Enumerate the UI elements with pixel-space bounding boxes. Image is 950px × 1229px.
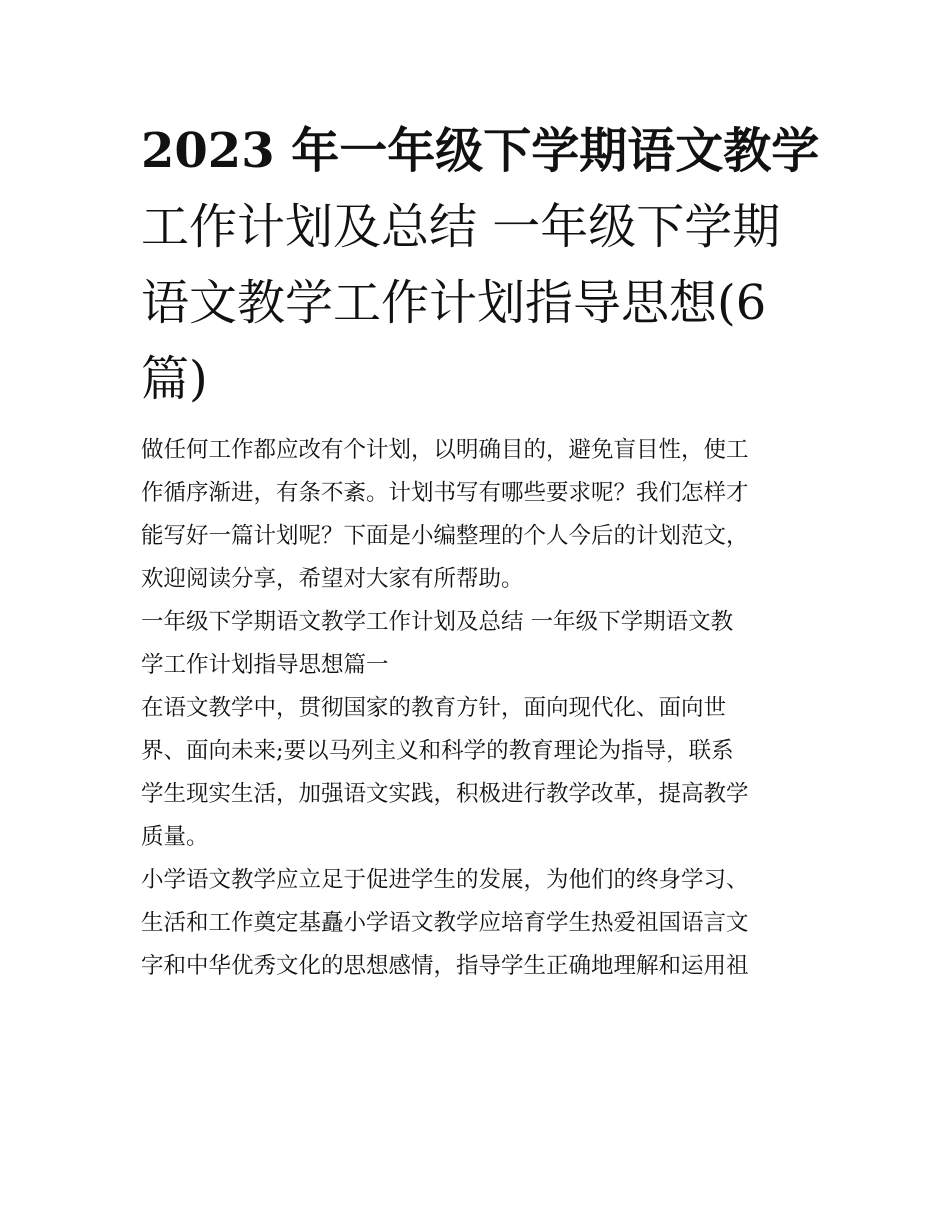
intro-paragraph bbox=[141, 429, 811, 601]
body-paragraph bbox=[141, 859, 811, 988]
paragraph-line: 在语文教学中，贯彻国家的教育方针，面向现代化、面向世 bbox=[141, 695, 727, 721]
document-title bbox=[141, 113, 820, 417]
section-heading bbox=[141, 601, 811, 687]
title-line: 语文教学工作计划指导思想(6 bbox=[141, 275, 767, 331]
document-page bbox=[141, 113, 820, 988]
paragraph-line: 小学语文教学应立足于促进学生的发展，为他们的终身学习、 bbox=[141, 867, 749, 893]
paragraph-line: 质量。 bbox=[141, 824, 209, 850]
section-heading-line: 一年级下学期语文教学工作计划及总结 一年级下学期语文教 bbox=[141, 609, 734, 635]
document-body bbox=[141, 429, 811, 988]
title-line: 工作计划及总结 一年级下学期 bbox=[141, 199, 781, 255]
paragraph-line: 作循序渐进，有条不紊。计划书写有哪些要求呢？我们怎样才 bbox=[141, 480, 749, 506]
section-heading-line: 学工作计划指导思想篇一 bbox=[141, 652, 389, 678]
paragraph-line: 生活和工作奠定基矗小学语文教学应培育学生热爱祖国语言文 bbox=[141, 910, 749, 936]
paragraph-line: 字和中华优秀文化的思想感情，指导学生正确地理解和运用祖 bbox=[141, 953, 749, 979]
paragraph-line: 欢迎阅读分享，希望对大家有所帮助。 bbox=[141, 566, 524, 592]
body-paragraph bbox=[141, 687, 811, 859]
paragraph-line: 学生现实生活，加强语文实践，积极进行教学改革，提高教学 bbox=[141, 781, 749, 807]
paragraph-line: 做任何工作都应改有个计划，以明确目的，避免盲目性，使工 bbox=[141, 437, 749, 463]
title-line: 篇) bbox=[141, 351, 208, 407]
paragraph-line: 能写好一篇计划呢？下面是小编整理的个人今后的计划范文， bbox=[141, 523, 749, 549]
paragraph-line: 界、面向未来;要以马列主义和科学的教育理论为指导，联系 bbox=[141, 738, 734, 764]
title-line bbox=[141, 113, 820, 189]
title-line-text: 2023 年一年级下学期语文教学 bbox=[141, 123, 820, 179]
